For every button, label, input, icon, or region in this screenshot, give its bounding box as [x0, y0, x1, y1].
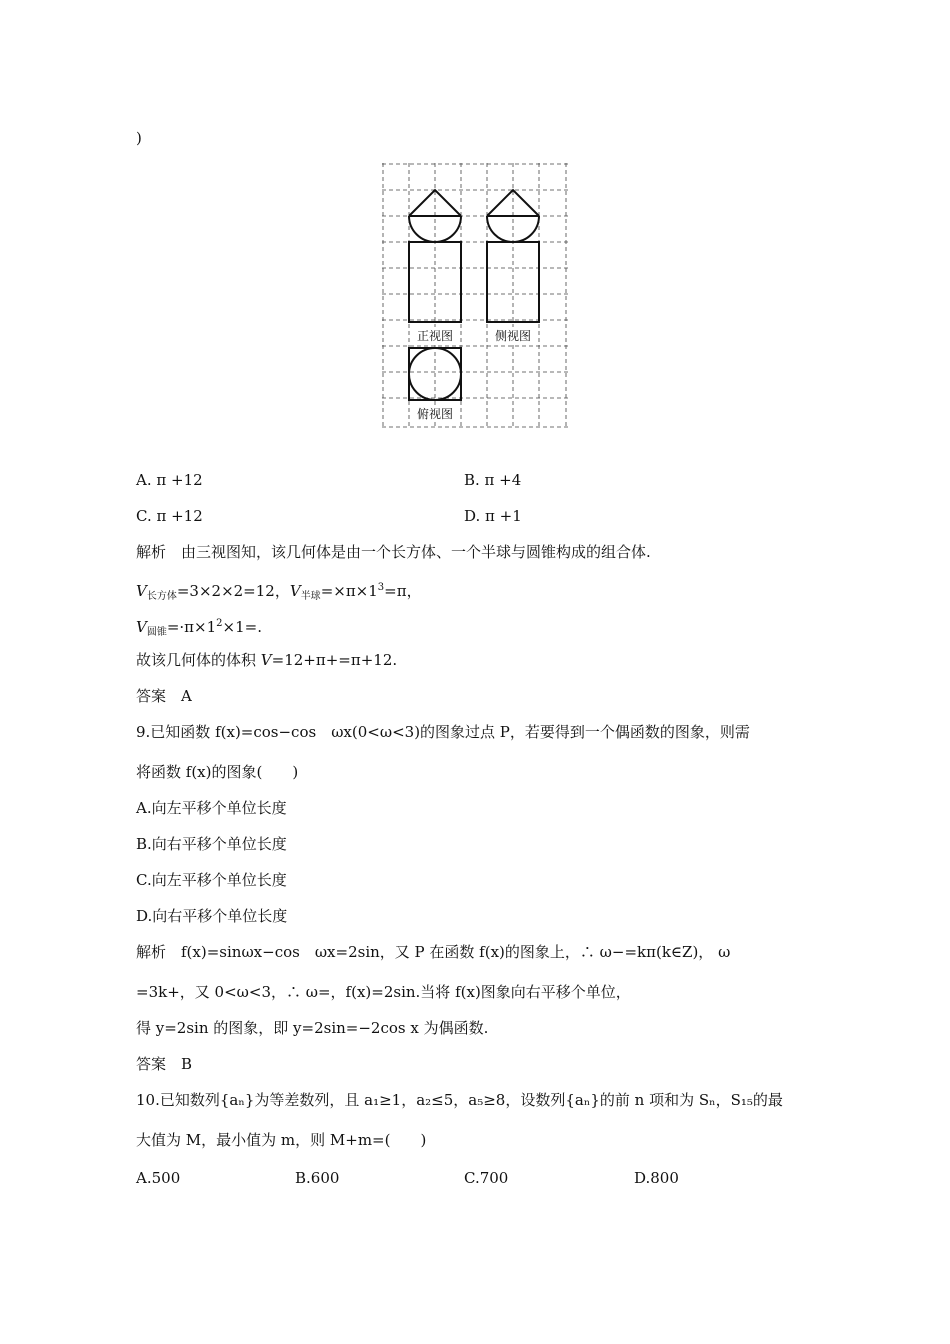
- q9-analysis-line-2: =3k+，又 0<ω<3，∴ ω=，f(x)=2sin.当将 f(x)图象向右平移个单位，: [136, 983, 631, 1001]
- q9-option-d: D.向右平移个单位长度: [136, 907, 288, 925]
- top-paren: ): [136, 129, 142, 147]
- q9-option-a: A.向左平移个单位长度: [136, 799, 287, 817]
- q10-option-a: A.500: [136, 1169, 181, 1187]
- q9-stem-line-1: 9.已知函数 f(x)=cos−cos ωx(0<ω<3)的图象过点 P，若要得到一个偶函数的图象，则需: [136, 723, 750, 741]
- q8-analysis-line-1: 解析 由三视图知，该几何体是由一个长方体、一个半球与圆锥构成的组合体.: [136, 543, 651, 561]
- q8-option-b: B. π +4: [464, 471, 522, 489]
- side-view-label: 侧视图: [494, 329, 532, 343]
- q10-option-b: B.600: [295, 1169, 340, 1187]
- q8-volume-line: $V_{长方体}=3\times 2\times 2=12$，$V_{半球}=\times\pi\times 1^3=\pi$，: [136, 582, 422, 602]
- q8-answer: 答案 A: [136, 687, 192, 705]
- q8-option-a: A. π +12: [136, 471, 203, 489]
- q8-option-c: C. π +12: [136, 507, 203, 525]
- q8-option-d: D. π +1: [464, 507, 522, 525]
- q9-stem-line-2: 将函数 f(x)的图象( ): [136, 763, 299, 781]
- q10-option-c: C.700: [464, 1169, 509, 1187]
- q9-analysis-line-3: 得 y=2sin 的图象，即 y=2sin=−2cos x 为偶函数.: [136, 1019, 489, 1037]
- q10-stem-line-2: 大值为 M，最小值为 m，则 M+m=( ): [136, 1131, 427, 1149]
- q9-option-c: C.向左平移个单位长度: [136, 871, 287, 889]
- q9-option-b: B.向右平移个单位长度: [136, 835, 287, 853]
- top-view-label: 俯视图: [416, 407, 454, 421]
- q9-analysis-line-1: 解析 f(x)=sinωx−cos ωx=2sin，又 P 在函数 f(x)的图象上，∴ ω−=kπ(k∈Z)， ω: [136, 943, 731, 961]
- front-view-label: 正视图: [416, 329, 454, 343]
- q10-option-d: D.800: [634, 1169, 679, 1187]
- three-view-figure: [382, 163, 568, 429]
- q10-stem-line-1: 10.已知数列{aₙ}为等差数列，且 a₁≥1，a₂≤5，a₅≥8，设数列{aₙ}的前 n 项和为 Sₙ，S₁₅的最: [136, 1091, 783, 1109]
- q9-answer: 答案 B: [136, 1055, 193, 1073]
- q8-total-volume-line: 故该几何体的体积 V=12+π+=π+12.: [136, 651, 398, 669]
- q8-cone-volume-line: $V_{圆锥}=\cdot\pi\times 1^2\times 1=$.: [136, 618, 262, 638]
